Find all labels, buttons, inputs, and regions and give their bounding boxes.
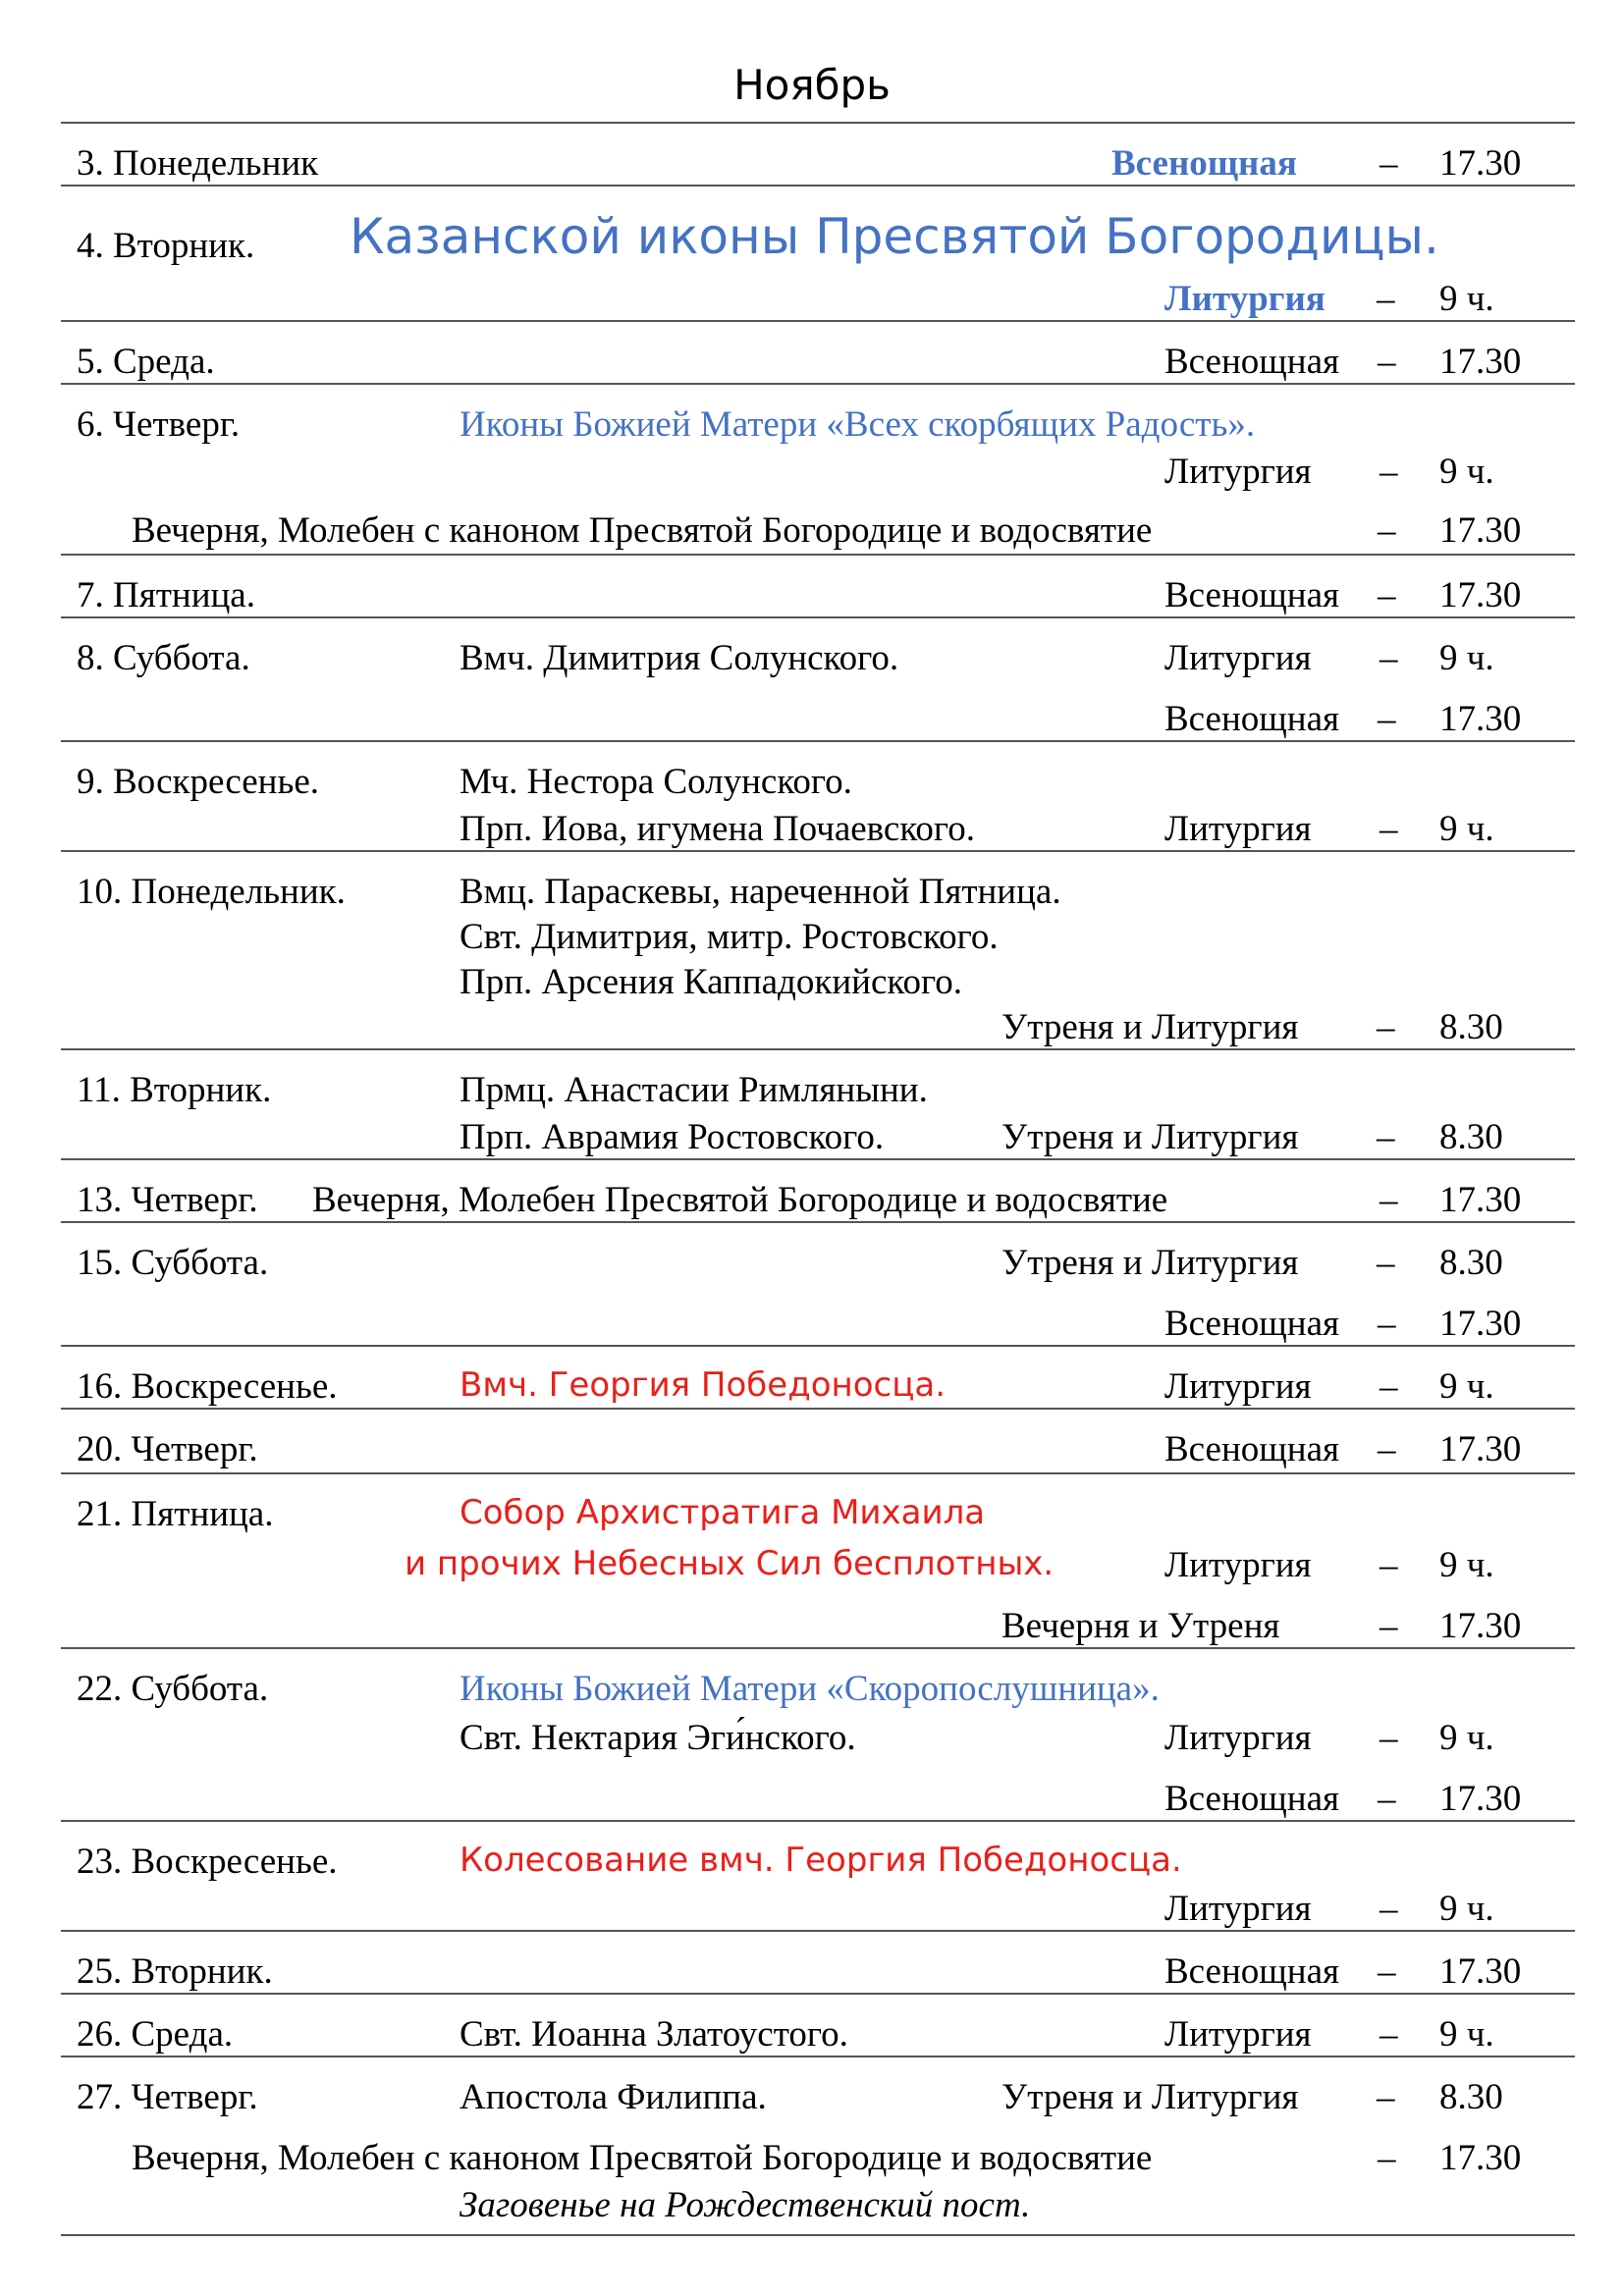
day-label: 3. Понедельник (77, 143, 319, 184)
dash: – (1377, 1007, 1395, 1047)
service-time: 17.30 (1439, 1779, 1522, 1819)
day-label: 15. Суббота. (77, 1243, 269, 1283)
dash: – (1377, 1243, 1395, 1283)
service-label: Всенощная (1164, 699, 1340, 739)
divider (61, 122, 1575, 124)
service-label: Всенощная (1164, 342, 1340, 382)
saint-line: Свт. Иоанна Златоустого. (460, 2014, 848, 2055)
feast-title: Иконы Божией Матери «Всех скорбящих Радость». (460, 404, 1256, 445)
fast-note: Заговенье на Рождественский пост. (460, 2185, 1031, 2225)
service-time: 8.30 (1439, 2077, 1503, 2117)
dash: – (1378, 1429, 1396, 1469)
dash: – (1380, 809, 1398, 849)
dash: – (1380, 1545, 1398, 1585)
dash: – (1378, 2138, 1396, 2178)
service-time: 8.30 (1439, 1243, 1503, 1283)
day-label: 20. Четверг. (77, 1429, 258, 1469)
day-label: 11. Вторник. (77, 1070, 272, 1110)
divider (61, 185, 1575, 187)
service-time: 9 ч. (1439, 1889, 1494, 1929)
service-label: Всенощная (1111, 143, 1297, 184)
saint-line: Апостола Филиппа. (460, 2077, 767, 2117)
dash: – (1378, 699, 1396, 739)
service-label: Литургия (1164, 452, 1312, 492)
divider (61, 850, 1575, 852)
dash: – (1380, 1718, 1398, 1758)
day-label: 25. Вторник. (77, 1951, 273, 1992)
service-time: 17.30 (1439, 1429, 1522, 1469)
service-time: 9 ч. (1439, 279, 1494, 319)
day-label: 7. Пятница. (77, 575, 255, 615)
saint-line: Свт. Димитрия, митр. Ростовского. (460, 917, 999, 957)
divider (61, 1647, 1575, 1649)
service-label: Литургия (1164, 1545, 1312, 1585)
service-label: Вечерня, Молебен с каноном Пресвятой Богородице и водосвятие (132, 510, 1153, 551)
day-label: 26. Среда. (77, 2014, 234, 2055)
service-label: Утреня и Литургия (1001, 1007, 1299, 1047)
dash: – (1377, 279, 1395, 319)
service-label: Утреня и Литургия (1001, 1117, 1299, 1157)
service-time: 17.30 (1439, 2138, 1522, 2178)
saint-line: Вмц. Параскевы, нареченной Пятница. (460, 872, 1061, 912)
feast-title: Казанской иконы Пресвятой Богородицы. (350, 208, 1439, 265)
service-label: Литургия (1164, 809, 1312, 849)
divider (61, 1472, 1575, 1474)
dash: – (1380, 143, 1398, 184)
day-label: 6. Четверг. (77, 404, 241, 445)
dash: – (1380, 1180, 1398, 1220)
service-label: Литургия (1164, 2014, 1312, 2055)
dash: – (1380, 2014, 1398, 2055)
service-time: 9 ч. (1439, 638, 1494, 678)
service-time: 8.30 (1439, 1117, 1503, 1157)
service-time: 17.30 (1439, 1606, 1522, 1646)
divider (61, 1930, 1575, 1932)
divider (61, 1820, 1575, 1822)
divider (61, 554, 1575, 556)
saint-line: Мч. Нестора Солунского. (460, 762, 852, 802)
divider (61, 616, 1575, 618)
day-label: 8. Суббота. (77, 638, 250, 678)
day-label: 16. Воскресенье. (77, 1366, 338, 1407)
divider (61, 1345, 1575, 1347)
day-label: 22. Суббота. (77, 1669, 269, 1709)
divider (61, 1221, 1575, 1223)
dash: – (1380, 638, 1398, 678)
saint-line: Прп. Арсения Каппадокийского. (460, 962, 962, 1002)
service-time: 9 ч. (1439, 1718, 1494, 1758)
dash: – (1378, 1951, 1396, 1992)
day-label: 23. Воскресенье. (77, 1842, 338, 1882)
service-label: Всенощная (1164, 575, 1340, 615)
saint-line: Прмц. Анастасии Римляныни. (460, 1070, 928, 1110)
divider (61, 1158, 1575, 1160)
feast-title: Собор Архистратига Михаила (460, 1493, 986, 1532)
service-label: Литургия (1164, 638, 1312, 678)
saint-line: Прп. Иова, игумена Почаевского. (460, 809, 975, 849)
service-label: Вечерня, Молебен с каноном Пресвятой Богородице и водосвятие (132, 2138, 1153, 2178)
day-label: 13. Четверг. (77, 1180, 258, 1220)
day-label: 9. Воскресенье. (77, 762, 319, 802)
service-time: 17.30 (1439, 1951, 1522, 1992)
day-label: 4. Вторник. (77, 226, 255, 266)
service-time: 8.30 (1439, 1007, 1503, 1047)
divider (61, 1048, 1575, 1050)
service-label: Всенощная (1164, 1779, 1340, 1819)
service-label: Литургия (1164, 1889, 1312, 1929)
service-label: Утреня и Литургия (1001, 1243, 1299, 1283)
service-label: Литургия (1164, 1366, 1312, 1407)
dash: – (1378, 342, 1396, 382)
day-label: 27. Четверг. (77, 2077, 258, 2117)
service-time: 17.30 (1439, 575, 1522, 615)
dash: – (1378, 575, 1396, 615)
service-label: Всенощная (1164, 1304, 1340, 1344)
day-label: 10. Понедельник. (77, 872, 346, 912)
service-time: 9 ч. (1439, 452, 1494, 492)
divider (61, 320, 1575, 322)
day-label: 5. Среда. (77, 342, 215, 382)
service-label: Всенощная (1164, 1951, 1340, 1992)
divider (61, 2234, 1575, 2236)
dash: – (1378, 510, 1396, 551)
service-time: 17.30 (1439, 342, 1522, 382)
dash: – (1377, 1117, 1395, 1157)
service-label: Вечерня и Утреня (1001, 1606, 1280, 1646)
divider (61, 383, 1575, 385)
divider (61, 2056, 1575, 2057)
feast-title: и прочих Небесных Сил бесплотных. (405, 1544, 1055, 1583)
service-time: 9 ч. (1439, 2014, 1494, 2055)
service-time: 17.30 (1439, 1304, 1522, 1344)
day-label: 21. Пятница. (77, 1494, 274, 1534)
dash: – (1378, 1304, 1396, 1344)
dash: – (1380, 1366, 1398, 1407)
service-label: Литургия (1164, 1718, 1312, 1758)
dash: – (1377, 2077, 1395, 2117)
dash: – (1380, 452, 1398, 492)
service-label: Всенощная (1164, 1429, 1340, 1469)
divider (61, 1993, 1575, 1995)
feast-title: Вмч. Георгия Победоносца. (460, 1365, 947, 1405)
service-label: Литургия (1164, 279, 1326, 319)
feast-title: Иконы Божией Матери «Скоропослушница». (460, 1669, 1160, 1709)
service-label: Вечерня, Молебен Пресвятой Богородице и водосвятие (312, 1180, 1168, 1220)
service-time: 9 ч. (1439, 809, 1494, 849)
divider (61, 740, 1575, 742)
dash: – (1380, 1889, 1398, 1929)
service-time: 17.30 (1439, 699, 1522, 739)
service-time: 17.30 (1439, 143, 1522, 184)
dash: – (1380, 1606, 1398, 1646)
feast-title: Колесование вмч. Георгия Победоносца. (460, 1841, 1182, 1880)
service-time: 17.30 (1439, 1180, 1522, 1220)
service-time: 9 ч. (1439, 1366, 1494, 1407)
service-time: 9 ч. (1439, 1545, 1494, 1585)
service-time: 17.30 (1439, 510, 1522, 551)
saint-line: Прп. Аврамия Ростовского. (460, 1117, 885, 1157)
dash: – (1378, 1779, 1396, 1819)
saint-line: Вмч. Димитрия Солунского. (460, 638, 899, 678)
service-label: Утреня и Литургия (1001, 2077, 1299, 2117)
saint-line: Свт. Нектария Эги́нского. (460, 1718, 856, 1758)
month-title: Ноябрь (733, 61, 891, 109)
divider (61, 1408, 1575, 1410)
